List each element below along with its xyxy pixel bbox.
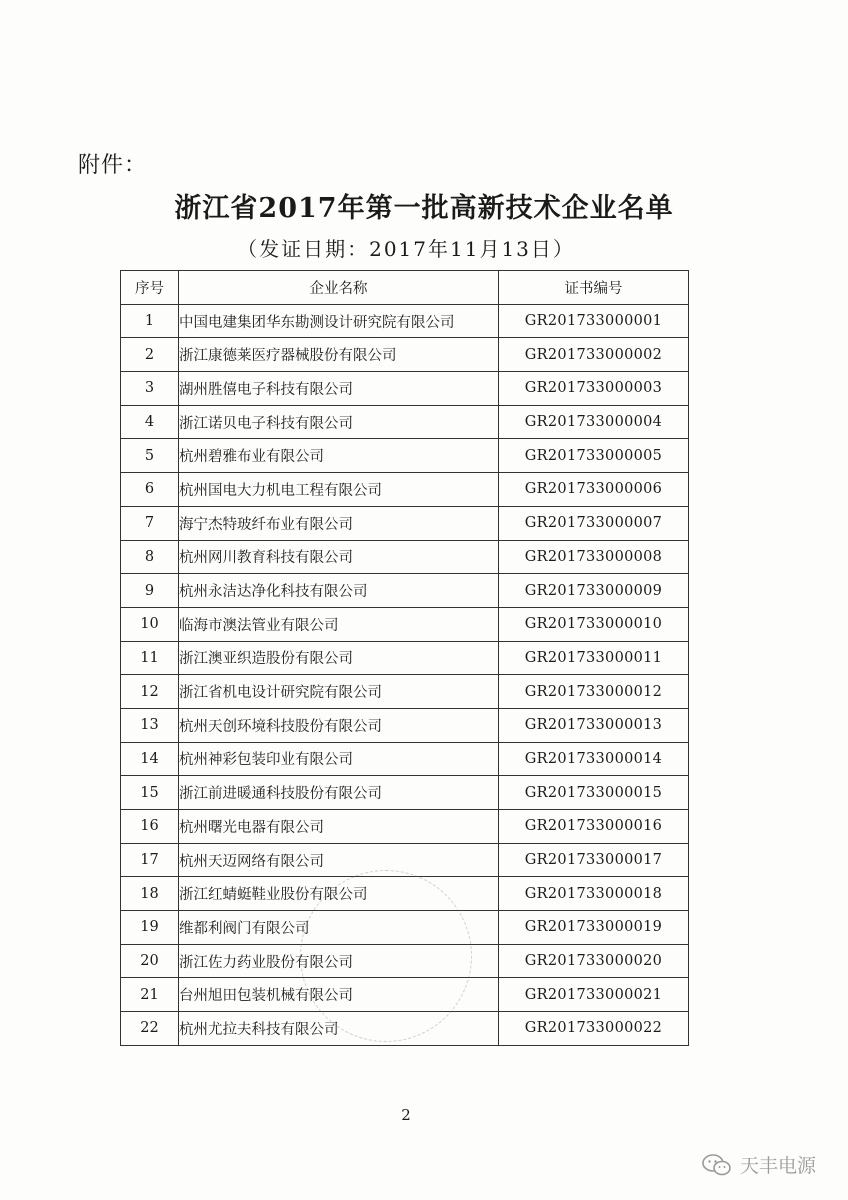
table-row [121, 473, 689, 507]
certificate-number-cell: GR201733000021 [499, 978, 689, 1012]
serial-number-cell: 11 [121, 641, 179, 675]
table-row [121, 540, 689, 574]
wechat-watermark [702, 1151, 816, 1178]
serial-number-cell: 10 [121, 607, 179, 641]
attachment-label: 附件： [78, 153, 148, 178]
certificate-number-cell: GR201733000014 [499, 742, 689, 776]
serial-number-cell: 7 [121, 506, 179, 540]
certificate-number-cell: GR201733000013 [499, 708, 689, 742]
company-name-cell: 浙江康德莱医疗器械股份有限公司 [179, 338, 499, 372]
header-serial-number: 序号 [121, 271, 179, 305]
certificate-number-cell: GR201733000010 [499, 607, 689, 641]
company-name-cell: 杭州国电大力机电工程有限公司 [179, 473, 499, 507]
company-name-cell: 临海市澳法管业有限公司 [179, 607, 499, 641]
company-name-cell: 浙江省机电设计研究院有限公司 [179, 675, 499, 709]
certificate-number-cell: GR201733000001 [499, 304, 689, 338]
serial-number-cell: 21 [121, 978, 179, 1012]
table-row [121, 708, 689, 742]
serial-number-cell: 8 [121, 540, 179, 574]
table-row [121, 607, 689, 641]
serial-number-cell: 22 [121, 1012, 179, 1046]
serial-number-cell: 2 [121, 338, 179, 372]
certificate-number-cell: GR201733000020 [499, 944, 689, 978]
table-row [121, 810, 689, 844]
certificate-number-cell: GR201733000005 [499, 439, 689, 473]
serial-number-cell: 15 [121, 776, 179, 810]
table-row [121, 439, 689, 473]
page-number: 2 [401, 1106, 411, 1124]
company-name-cell: 台州旭田包装机械有限公司 [179, 978, 499, 1012]
certificate-number-cell: GR201733000016 [499, 810, 689, 844]
faint-seal-stamp [300, 870, 472, 1042]
serial-number-cell: 1 [121, 304, 179, 338]
header-certificate-number: 证书编号 [499, 271, 689, 305]
certificate-number-cell: GR201733000012 [499, 675, 689, 709]
serial-number-cell: 12 [121, 675, 179, 709]
certificate-number-cell: GR201733000017 [499, 843, 689, 877]
certificate-number-cell: GR201733000008 [499, 540, 689, 574]
company-name-cell: 杭州天创环境科技股份有限公司 [179, 708, 499, 742]
serial-number-cell: 18 [121, 877, 179, 911]
serial-number-cell: 20 [121, 944, 179, 978]
serial-number-cell: 5 [121, 439, 179, 473]
certificate-number-cell: GR201733000019 [499, 911, 689, 945]
company-name-cell: 杭州碧雅布业有限公司 [179, 439, 499, 473]
serial-number-cell: 3 [121, 372, 179, 406]
table-row [121, 776, 689, 810]
company-name-cell: 浙江澳亚织造股份有限公司 [179, 641, 499, 675]
table-row [121, 405, 689, 439]
certificate-number-cell: GR201733000006 [499, 473, 689, 507]
wechat-icon [702, 1153, 732, 1177]
certificate-number-cell: GR201733000003 [499, 372, 689, 406]
table-row [121, 641, 689, 675]
company-name-cell: 杭州尤拉夫科技有限公司 [179, 1012, 499, 1046]
company-name-cell: 海宁杰特玻纤布业有限公司 [179, 506, 499, 540]
certificate-number-cell: GR201733000002 [499, 338, 689, 372]
company-name-cell: 杭州网川教育科技有限公司 [179, 540, 499, 574]
serial-number-cell: 13 [121, 708, 179, 742]
company-name-cell: 杭州神彩包装印业有限公司 [179, 742, 499, 776]
company-name-cell: 浙江红蜻蜓鞋业股份有限公司 [179, 877, 499, 911]
table-row [121, 338, 689, 372]
issue-date-subtitle: （发证日期：2017年11月13日） [237, 237, 575, 261]
certificate-number-cell: GR201733000004 [499, 405, 689, 439]
certificate-number-cell: GR201733000011 [499, 641, 689, 675]
table-row [121, 372, 689, 406]
company-name-cell: 中国电建集团华东勘测设计研究院有限公司 [179, 304, 499, 338]
table-row [121, 742, 689, 776]
table-row [121, 304, 689, 338]
company-name-cell: 浙江前进暖通科技股份有限公司 [179, 776, 499, 810]
certificate-number-cell: GR201733000022 [499, 1012, 689, 1046]
serial-number-cell: 4 [121, 405, 179, 439]
serial-number-cell: 19 [121, 911, 179, 945]
header-company-name: 企业名称 [179, 271, 499, 305]
company-name-cell: 杭州永洁达净化科技有限公司 [179, 574, 499, 608]
certificate-number-cell: GR201733000018 [499, 877, 689, 911]
company-name-cell: 湖州胜僖电子科技有限公司 [179, 372, 499, 406]
serial-number-cell: 17 [121, 843, 179, 877]
document-title: 浙江省2017年第一批高新技术企业名单 [174, 193, 674, 224]
table-header-row [121, 271, 689, 305]
company-name-cell: 杭州曙光电器有限公司 [179, 810, 499, 844]
certificate-number-cell: GR201733000007 [499, 506, 689, 540]
certificate-number-cell: GR201733000015 [499, 776, 689, 810]
serial-number-cell: 14 [121, 742, 179, 776]
serial-number-cell: 6 [121, 473, 179, 507]
table-row [121, 506, 689, 540]
serial-number-cell: 16 [121, 810, 179, 844]
watermark-text: 天丰电源 [739, 1155, 816, 1177]
serial-number-cell: 9 [121, 574, 179, 608]
company-name-cell: 维都利阀门有限公司 [179, 911, 499, 945]
company-name-cell: 杭州天迈网络有限公司 [179, 843, 499, 877]
certificate-number-cell: GR201733000009 [499, 574, 689, 608]
company-name-cell: 浙江诺贝电子科技有限公司 [179, 405, 499, 439]
table-row [121, 574, 689, 608]
table-row [121, 675, 689, 709]
company-name-cell: 浙江佐力药业股份有限公司 [179, 944, 499, 978]
